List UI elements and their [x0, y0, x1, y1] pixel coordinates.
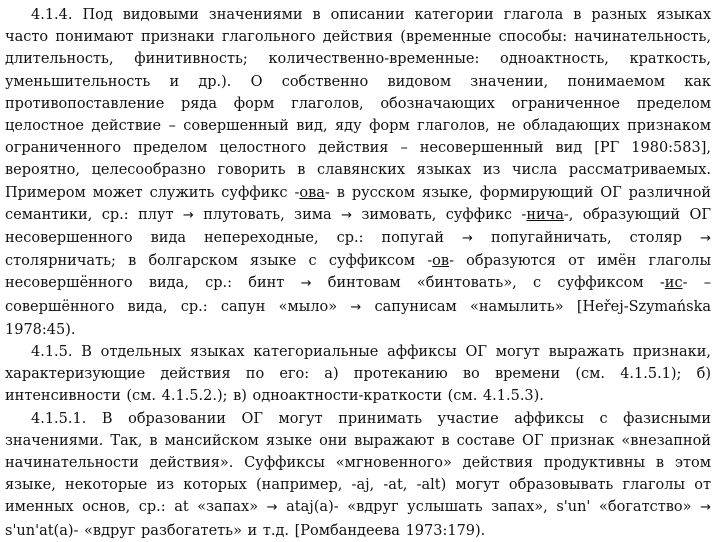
- text-run: бинтовам «бинтовать», с суффиксом -: [311, 275, 665, 292]
- right-arrow-icon: →: [266, 500, 278, 516]
- paragraph-4-1-5-1: [5, 408, 711, 542]
- right-arrow-icon: →: [700, 500, 711, 516]
- right-arrow-icon: →: [182, 207, 194, 223]
- text-run: 4.1.5. В отдельных языках категориальные аффиксы ОГ могут выражать признаки, характеризующие действия по его: а) протеканию во времени (см. 4.1.5.1); б) интенсивности (см. 4.1.5.2.); в) одноактности-краткости (см. 4.1.5.3).: [5, 344, 711, 405]
- right-arrow-icon: →: [341, 207, 353, 223]
- right-arrow-icon: →: [350, 299, 362, 315]
- paragraph-4-1-5: [5, 341, 711, 408]
- underlined-suffix: ис: [664, 275, 683, 292]
- right-arrow-icon: →: [462, 231, 473, 247]
- text-run: 4.1.4. Под видовыми значениями в описании категории глагола в разных языках часто понимают признаки глагольного действия (временные способы: начинательность, длительность, финитивность; количественно-временные: одноактность, краткость, уменьшительность и др.). О собственно видовом значении, понимаемом как противопоставление ряда форм глаголов, обозначающих ограниченное пределом целостное действие – совершенный вид, яду форм глаголов, не обладающих признаком ограниченного пределом целостного действия – несовершенный вид [РГ 1980:583], вероятно, целесообразно говорить в славянских языках из числа рассматриваемых. Примером может служить суффикс -: [5, 7, 711, 201]
- right-arrow-icon: →: [700, 231, 712, 247]
- text-run: зимовать, суффикс -: [352, 206, 527, 223]
- underlined-suffix: ова: [299, 184, 325, 201]
- text-run: - образуются от имён глаголы несовершённого вида, ср.: бинт: [5, 253, 712, 292]
- document-page: [5, 4, 711, 542]
- text-run: ataj(a)- «вдруг услышать запах», s'un' «богатство»: [277, 499, 701, 516]
- text-run: s'un'at(a)- «вдруг разбогатеть» и т.д. [Ромбандеева 1973:179).: [5, 522, 486, 539]
- text-run: плутовать, зима: [193, 206, 342, 223]
- text-run: сапунисам «намылить» [Heřej-Szymańska 1978:45).: [5, 298, 711, 338]
- text-run: - в русском языке, формирующий ОГ различной семантики, ср.: плут: [5, 184, 711, 223]
- underlined-suffix: ов: [432, 253, 450, 270]
- text-run: попугайничать, столяр: [472, 230, 701, 247]
- right-arrow-icon: →: [300, 276, 312, 292]
- text-run: столярничать; в болгарском языке с суффиксом -: [5, 253, 433, 270]
- text-run: -, образующий ОГ несовершенного вида непереходные, ср.: попугай: [5, 206, 711, 247]
- underlined-suffix: нича: [526, 206, 564, 223]
- paragraph-4-1-4: [5, 4, 711, 341]
- text-run: - – совершённого вида, ср.: сапун «мыло»: [5, 275, 711, 315]
- text-run: 4.1.5.1. В образовании ОГ могут принимать участие аффиксы с фазисными значениями. Так, в мансийском языке они выражают в составе ОГ признак «внезапной начинательности действия». Суффиксы «мгновенного» действия продуктивны в этом языке, некоторые из которых (например, -aj, -at, -alt) могут образовывать глаголы от именных основ, ср.: at «запах»: [5, 410, 711, 516]
